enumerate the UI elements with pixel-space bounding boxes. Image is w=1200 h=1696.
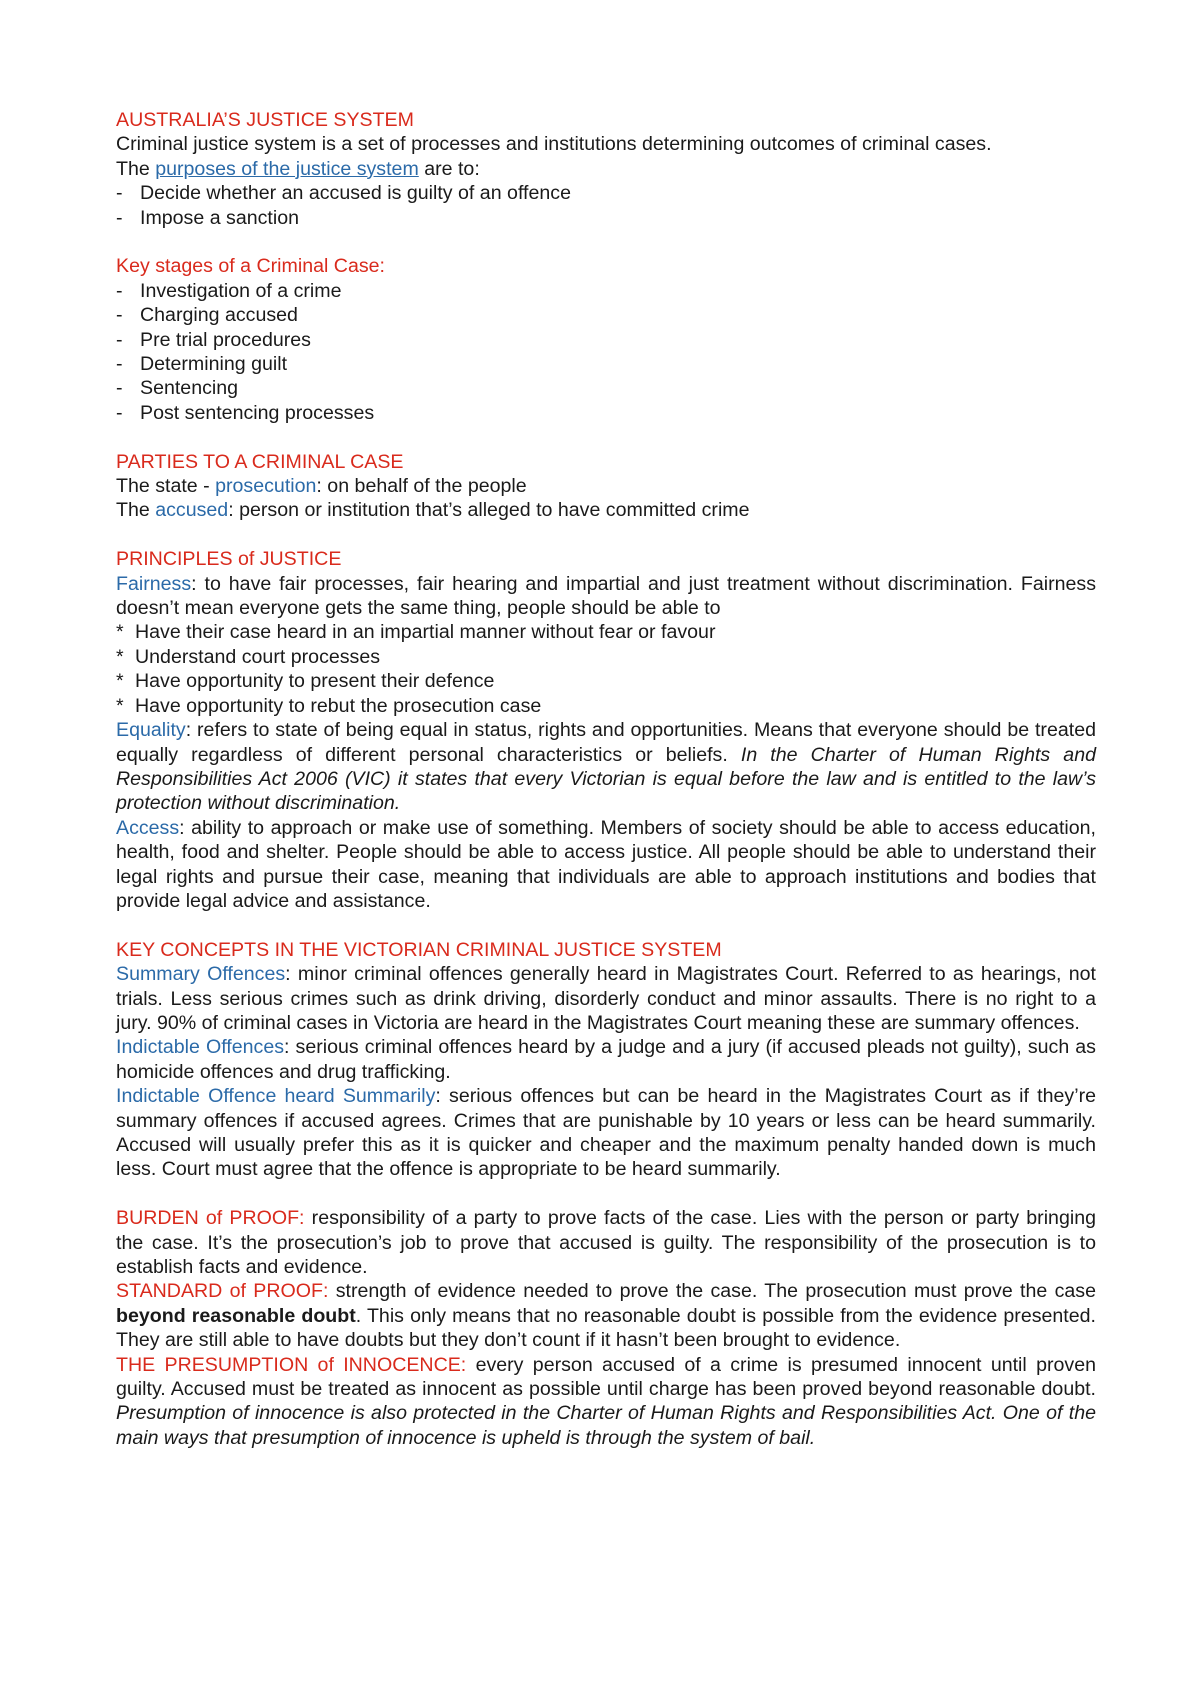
paragraph bbox=[116, 1353, 1096, 1451]
text: : serious offences but can be heard in the Magistrates Court as if they’re summary offences if accused agrees. Crimes that are punishable by 10 years or less can be heard summarily. Accused will usually prefer this as it is quicker and cheaper and the maximum penalty handed down is much less. Court must agree that the offence is appropriate to be heard summarily. bbox=[116, 1085, 1096, 1181]
list-item-text: Have their case heard in an impartial manner without fear or favour bbox=[135, 621, 716, 644]
dash-marker: - bbox=[116, 377, 123, 400]
dash-marker: - bbox=[116, 401, 123, 424]
text: . This only means that no reasonable doubt is possible from the evidence presented. They are still able to have doubts but they don’t count if it hasn’t been brought to evidence. bbox=[116, 1304, 1096, 1352]
paragraph bbox=[116, 157, 1096, 181]
dash-marker: - bbox=[116, 279, 123, 302]
list-item-text: Decide whether an accused is guilty of an offence bbox=[140, 182, 571, 205]
bold-text: beyond reasonable doubt bbox=[116, 1304, 356, 1327]
dash-marker: - bbox=[116, 206, 123, 229]
paragraph bbox=[116, 1084, 1096, 1182]
paragraph: Criminal justice system is a set of processes and institutions determining outcomes of criminal cases. bbox=[116, 133, 992, 156]
text: are to: bbox=[418, 157, 480, 180]
section-heading: AUSTRALIA’S JUSTICE SYSTEM bbox=[116, 109, 414, 131]
list-item-text: Pre trial procedures bbox=[140, 328, 311, 351]
term-equality: Equality bbox=[116, 719, 186, 742]
purposes-link[interactable]: purposes of the justice system bbox=[155, 157, 419, 180]
text: : ability to approach or make use of something. Members of society should be able to access education, health, food and shelter. People should be able to access justice. All people should be able to understand their legal rights and pursue their case, meaning that individuals are able to approach institutions and bodies that provide legal advice and assistance. bbox=[116, 816, 1096, 912]
list-item-text: Determining guilt bbox=[140, 353, 288, 376]
dash-marker: - bbox=[116, 304, 123, 327]
text: : refers to state of being equal in status, rights and opportunities. Means that everyone should be treated equally regardless of different personal characteristics or beliefs. bbox=[116, 719, 1096, 766]
list-item-text: Understand court processes bbox=[135, 645, 381, 668]
list-item-text: Have opportunity to rebut the prosecution case bbox=[135, 694, 542, 717]
term-prosecution: prosecution bbox=[215, 475, 317, 498]
list-item bbox=[116, 352, 1096, 376]
term-access: Access bbox=[116, 816, 180, 839]
list-item bbox=[116, 620, 1096, 644]
text: strength of evidence needed to prove the case. The prosecution must prove the case bbox=[328, 1280, 1096, 1303]
paragraph bbox=[116, 1206, 1096, 1279]
list-item bbox=[116, 303, 1096, 327]
document-page bbox=[116, 108, 1096, 1450]
paragraph bbox=[116, 572, 1096, 621]
text: The state - bbox=[116, 475, 216, 498]
paragraph bbox=[116, 816, 1096, 914]
text: every person accused of a crime is presumed innocent until proven guilty. Accused must be treated as innocent as possible until charge has been proved beyond reasonable doubt. bbox=[116, 1353, 1096, 1401]
section-heading: Key stages of a Criminal Case: bbox=[116, 255, 385, 278]
italic-text: In the Charter of Human Rights and Responsibilities Act 2006 (VIC) it states that every Victorian is equal before the law and is entitled to the law’s protection without discrimination. bbox=[116, 743, 1096, 815]
text: : serious criminal offences heard by a judge and a jury (if accused pleads not guilty), such as homicide offences and drug trafficking. bbox=[116, 1036, 1096, 1083]
text: : person or institution that’s alleged to have committed crime bbox=[228, 499, 750, 522]
text: : to have fair processes, fair hearing and impartial and just treatment without discrimination. Fairness doesn’t mean everyone gets the same thing, people should be able to bbox=[116, 572, 1096, 620]
star-marker: * bbox=[116, 645, 124, 668]
term-standard-of-proof: STANDARD of PROOF: bbox=[116, 1280, 329, 1303]
term-summary-offences: Summary Offences bbox=[116, 963, 286, 986]
section-heading: KEY CONCEPTS IN THE VICTORIAN CRIMINAL JUSTICE SYSTEM bbox=[116, 938, 722, 961]
text: The bbox=[116, 157, 156, 180]
star-marker: * bbox=[116, 670, 124, 693]
dash-marker: - bbox=[116, 182, 123, 205]
list-item-text: Post sentencing processes bbox=[140, 401, 375, 424]
term-indictable-offences: Indictable Offences bbox=[116, 1036, 285, 1059]
list-item-text: Investigation of a crime bbox=[140, 279, 342, 302]
dash-marker: - bbox=[116, 353, 123, 376]
paragraph bbox=[116, 1035, 1096, 1084]
star-marker: * bbox=[116, 694, 124, 717]
text: responsibility of a party to prove facts of the case. Lies with the person or party bringing the case. It’s the prosecution’s job to prove that accused is guilty. The responsibility of the prosecution is to establish facts and evidence. bbox=[116, 1207, 1096, 1279]
list-item-text: Impose a sanction bbox=[140, 206, 300, 229]
list-item-text: Charging accused bbox=[140, 304, 298, 327]
star-marker: * bbox=[116, 621, 124, 644]
italic-text: Presumption of innocence is also protected in the Charter of Human Rights and Responsibilities Act. One of the main ways that presumption of innocence is upheld is through the system of bail. bbox=[116, 1402, 1096, 1449]
list-item bbox=[116, 376, 1096, 400]
paragraph bbox=[116, 962, 1096, 1035]
list-item bbox=[116, 279, 1096, 303]
paragraph bbox=[116, 718, 1096, 816]
list-item bbox=[116, 206, 1096, 230]
term-heard-summarily: Indictable Offence heard Summarily bbox=[116, 1085, 436, 1108]
text: The bbox=[116, 499, 156, 522]
list-item bbox=[116, 694, 1096, 718]
paragraph bbox=[116, 474, 1096, 498]
term-burden-of-proof: BURDEN of PROOF: bbox=[116, 1207, 305, 1230]
term-accused: accused bbox=[155, 499, 229, 522]
list-item-text: Have opportunity to present their defence bbox=[135, 670, 495, 693]
dash-marker: - bbox=[116, 328, 123, 351]
term-fairness: Fairness bbox=[116, 572, 192, 595]
text: : minor criminal offences generally heard in Magistrates Court. Referred to as hearings, not trials. Less serious crimes such as drink driving, disorderly conduct and minor assaults. There is no right to a jury. 90% of criminal cases in Victoria are heard in the Magistrates Court meaning these are summary offences. bbox=[116, 963, 1096, 1034]
section-heading: PRINCIPLES of JUSTICE bbox=[116, 548, 342, 571]
list-item bbox=[116, 669, 1096, 693]
text: : on behalf of the people bbox=[316, 475, 527, 498]
list-item bbox=[116, 328, 1096, 352]
term-presumption-of-innocence: THE PRESUMPTION of INNOCENCE: bbox=[116, 1353, 467, 1376]
list-item-text: Sentencing bbox=[140, 377, 239, 400]
paragraph bbox=[116, 498, 1096, 522]
section-heading: PARTIES TO A CRIMINAL CASE bbox=[116, 450, 404, 473]
list-item bbox=[116, 645, 1096, 669]
list-item bbox=[116, 401, 1096, 425]
list-item bbox=[116, 181, 1096, 205]
paragraph bbox=[116, 1279, 1096, 1352]
